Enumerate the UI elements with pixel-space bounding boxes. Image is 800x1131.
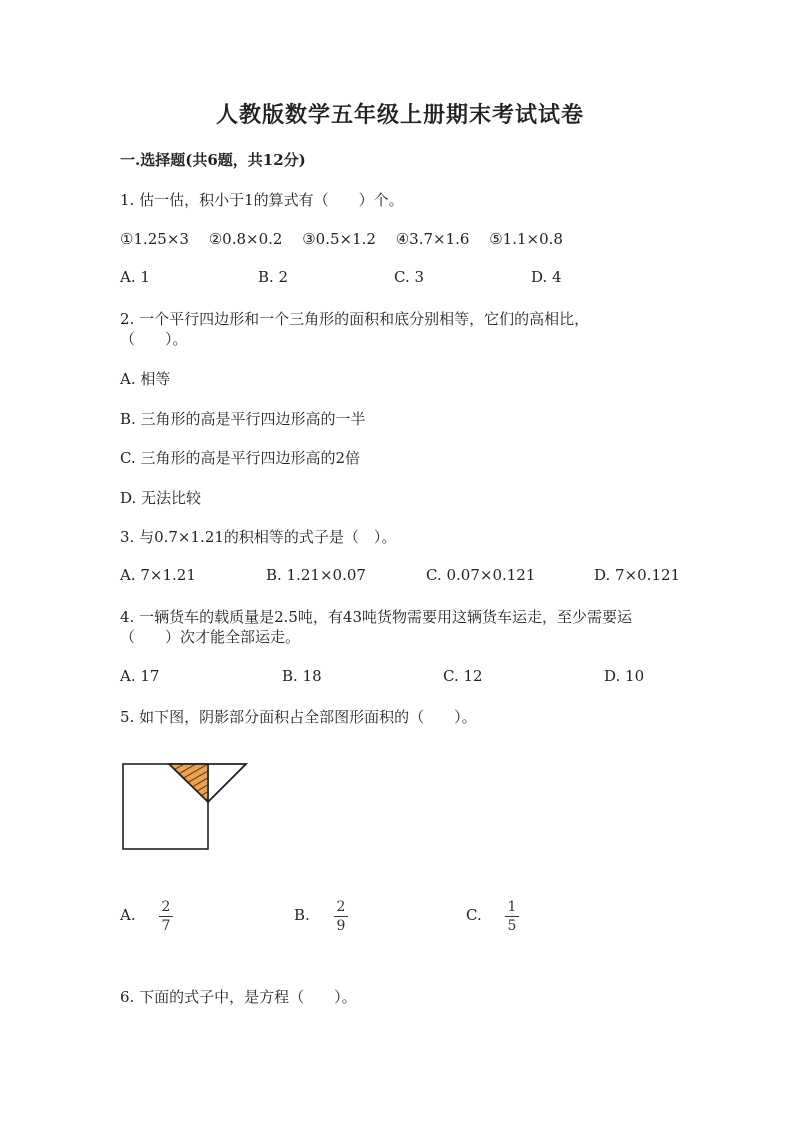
- fraction-c-numerator: 1: [507, 899, 517, 915]
- question-5-option-b-label[interactable]: B.: [294, 906, 310, 924]
- question-4-stem-line2: （ ）次才能全部运走。: [120, 628, 301, 646]
- question-1-items: ①1.25×3 ②0.8×0.2 ③0.5×1.2 ④3.7×1.6 ⑤1.1×0.8: [120, 230, 563, 248]
- question-5-option-a-label[interactable]: A.: [120, 906, 136, 924]
- question-1-option-b[interactable]: B. 2: [258, 268, 289, 286]
- question-3-option-a[interactable]: A. 7×1.21: [120, 566, 196, 584]
- fraction-c: [502, 899, 522, 934]
- question-2-option-c[interactable]: C. 三角形的高是平行四边形高的2倍: [120, 449, 361, 467]
- question-3-option-b[interactable]: B. 1.21×0.07: [266, 566, 366, 584]
- question-3-option-c[interactable]: C. 0.07×0.121: [426, 566, 536, 584]
- question-3-stem: 3. 与0.7×1.21的积相等的式子是（ ）。: [120, 528, 397, 546]
- page-title: 人教版数学五年级上册期末考试试卷: [215, 102, 584, 128]
- question-4-option-c[interactable]: C. 12: [443, 667, 483, 685]
- section-heading: 一.选择题(共6题，共12分): [120, 151, 306, 169]
- question-4-option-b[interactable]: B. 18: [282, 667, 322, 685]
- question-1-stem: 1. 估一估，积小于1的算式有（ ）个。: [120, 191, 404, 209]
- fraction-a-denominator: 7: [161, 918, 171, 934]
- question-4-option-d[interactable]: D. 10: [604, 667, 645, 685]
- question-5-option-c-label[interactable]: C.: [466, 906, 482, 924]
- question-2-stem-line1: 2. 一个平行四边形和一个三角形的面积和底分别相等，它们的高相比，: [120, 310, 590, 328]
- fraction-bar: [159, 916, 173, 917]
- fraction-a: [156, 899, 176, 934]
- question-2-option-a[interactable]: A. 相等: [120, 370, 171, 388]
- question-6-stem: 6. 下面的式子中，是方程（ ）。: [120, 988, 357, 1006]
- fraction-b: [331, 899, 351, 934]
- question-1-option-c[interactable]: C. 3: [394, 268, 425, 286]
- question-3-option-d[interactable]: D. 7×0.121: [594, 566, 681, 584]
- fraction-b-denominator: 9: [336, 918, 346, 934]
- question-2-option-b[interactable]: B. 三角形的高是平行四边形高的一半: [120, 410, 366, 428]
- fraction-bar: [505, 916, 519, 917]
- question-5-stem: 5. 如下图，阴影部分面积占全部图形面积的（ ）。: [120, 708, 477, 726]
- fraction-b-numerator: 2: [336, 899, 346, 915]
- square-triangle-figure: [118, 760, 252, 854]
- question-4-stem-line1: 4. 一辆货车的载质量是2.5吨，有43吨货物需要用这辆货车运走，至少需要运: [120, 608, 633, 626]
- fraction-a-numerator: 2: [161, 899, 171, 915]
- question-4-option-a[interactable]: A. 17: [120, 667, 160, 685]
- question-1-option-a[interactable]: A. 1: [120, 268, 150, 286]
- question-2-stem-line2: （ ）。: [120, 330, 188, 348]
- question-1-option-d[interactable]: D. 4: [531, 268, 562, 286]
- fraction-c-denominator: 5: [507, 918, 517, 934]
- question-2-option-d[interactable]: D. 无法比较: [120, 489, 202, 507]
- fraction-bar: [334, 916, 348, 917]
